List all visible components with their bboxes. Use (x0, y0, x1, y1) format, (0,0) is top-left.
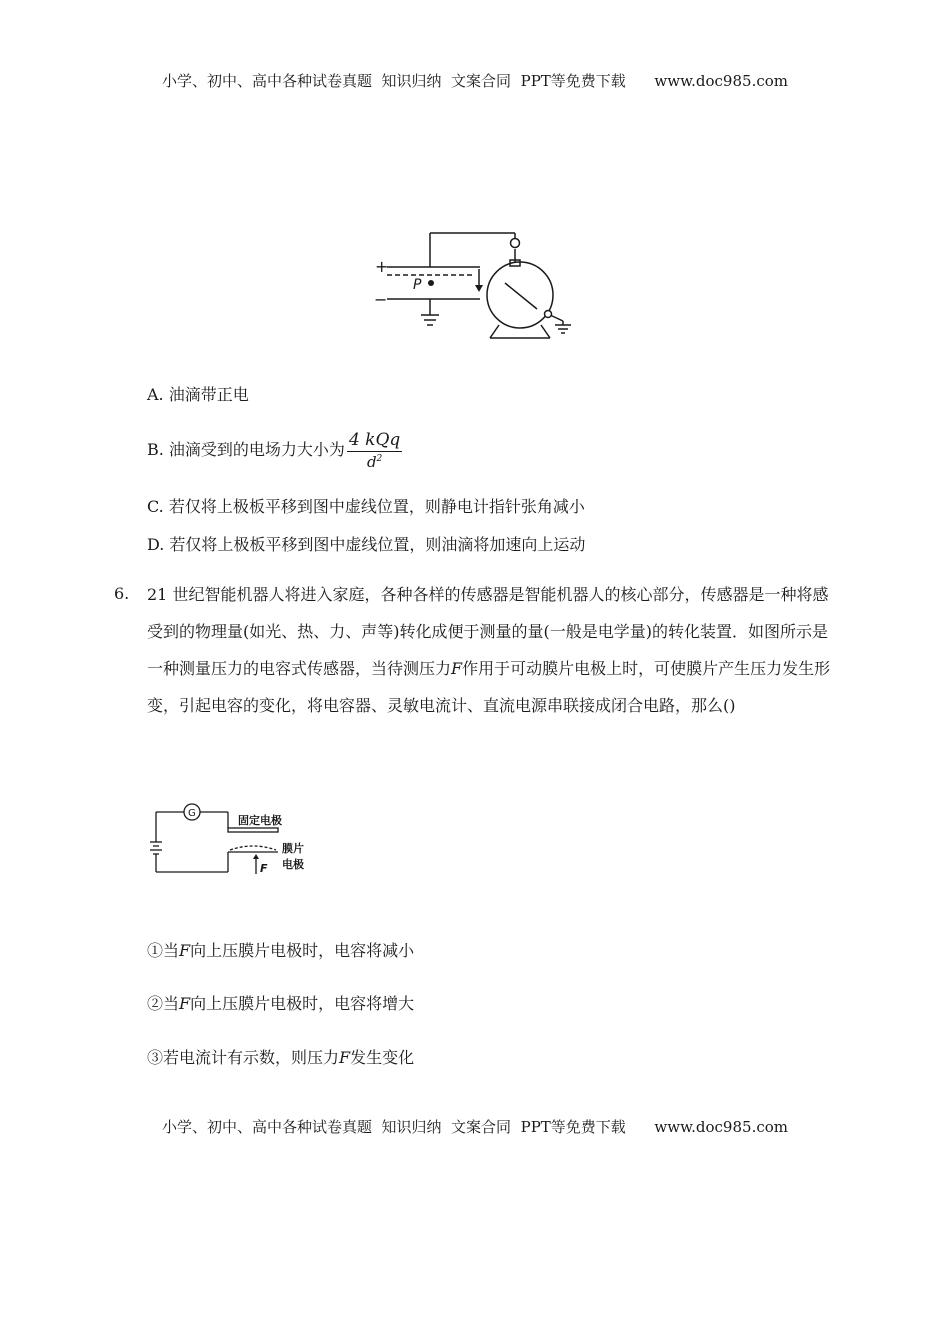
option-b-text: B. 油滴受到的电场力大小为 (147, 440, 345, 459)
figure-sensor-circuit (148, 800, 318, 880)
option-c: C. 若仅将上极板平移到图中虚线位置，则静电计指针张角减小 (147, 497, 585, 516)
fraction-denominator: $d^2$ (366, 453, 383, 471)
fraction-numerator: 4 kQq (348, 430, 401, 450)
fraction-formula (347, 430, 402, 471)
galvanometer-label: G (188, 808, 196, 819)
force-label: F (260, 862, 268, 875)
figure-capacitor-electrometer (365, 225, 585, 345)
membrane-label-1: 膜片 (282, 842, 304, 855)
statement-1: ①当F向上压膜片电极时，电容将减小 (147, 941, 415, 960)
question-number: 6. (114, 584, 130, 603)
membrane-label-2: 电极 (282, 858, 304, 871)
statement-3: ③若电流计有示数，则压力F发生变化 (147, 1048, 415, 1067)
minus-sign: − (374, 290, 388, 309)
option-a: A. 油滴带正电 (147, 385, 249, 404)
option-b (147, 430, 402, 471)
point-p-label: P (413, 277, 422, 293)
option-d: D. 若仅将上极板平移到图中虚线位置，则油滴将加速向上运动 (147, 535, 586, 554)
plus-sign: + (375, 257, 389, 276)
statement-2: ②当F向上压膜片电极时，电容将增大 (147, 994, 415, 1013)
fixed-electrode-label: 固定电极 (238, 814, 282, 827)
page-footer: 小学、初中、高中各种试卷真题 知识归纳 文案合同 PPT等免费下载 www.doc985.com (161, 1118, 788, 1136)
question-6-text: 21 世纪智能机器人将进入家庭，各种各样的传感器是智能机器人的核心部分，传感器是一种将感受到的物理量(如光、热、力、声等)转化成便于测量的量(一般是电学量)的转化装置．如图所示是一种测量压力的电容式传感器，当待测压力F作用于可动膜片电极上时，可使膜片产生压力发生形变，引起电容的变化，将电容器、灵敏电流计、直流电源串联接成闭合电路，那么() (147, 585, 831, 715)
page-header: 小学、初中、高中各种试卷真题 知识归纳 文案合同 PPT等免费下载 www.doc985.com (161, 72, 788, 90)
